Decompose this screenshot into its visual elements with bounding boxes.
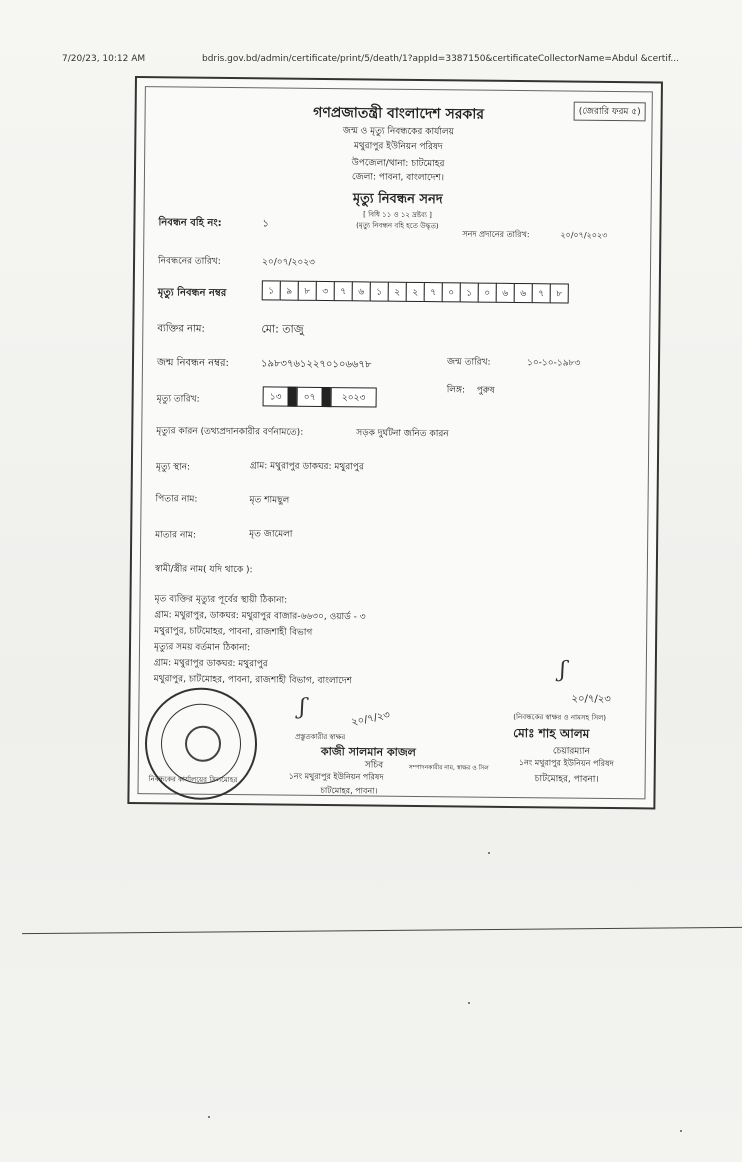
print-url: bdris.gov.bd/admin/certificate/print/5/death/1?appId=3387150&certificateCollectorName=Abdul &certif...	[202, 54, 679, 64]
cause-label: মৃত্যুর কারন (তথ্যপ্রদানকারীর বর্ণনামতে):	[156, 426, 304, 438]
father-value: মৃত শামছুল	[249, 495, 290, 506]
reg-digit-box: ৬	[352, 281, 371, 301]
reg-digit-box: ৭	[424, 282, 443, 302]
reg-digit-box: ৬	[496, 283, 515, 303]
district-line: জেলা: পাবনা, বাংলাদেশ।	[351, 172, 445, 184]
mother-value: মৃত জামেলা	[249, 529, 293, 540]
reg-digit-box: ৮	[550, 283, 569, 303]
place-value: গ্রাম: মথুরাপুর ডাকঘর: মথুরাপুর	[249, 461, 364, 473]
birth-reg-value: ১৯৮৩৭৬১২২৭০১০৬৬৭৮	[260, 358, 372, 371]
death-reg-no-label: মৃত্যু নিবন্ধন নম্বর	[157, 287, 227, 299]
speck	[208, 1116, 210, 1118]
issue-date-label: সনদ প্রদানের তারিখ:	[462, 229, 530, 240]
chairman-name: মোঃ শাহ আলম	[513, 725, 590, 741]
current-address-label: মৃত্যুর সময় বর্তমান ঠিকানা:	[153, 642, 251, 654]
reg-digit-box: ৭	[532, 283, 551, 303]
place-label: মৃত্যু স্থান:	[155, 462, 191, 473]
secretary-place: চাটমোহর, পাবনা।	[320, 785, 378, 796]
print-timestamp: 7/20/23, 10:12 AM	[62, 54, 146, 64]
mother-label: মাতার নাম:	[155, 530, 197, 541]
seal-emblem-icon	[185, 726, 221, 762]
death-day-box: ১৩	[263, 386, 289, 406]
death-date-label: মৃত্যু তারিখ:	[156, 394, 200, 405]
secretary-name: কাজী সালমান কাজল	[320, 744, 416, 759]
registration-date-label: নিবন্ধনের তারিখ:	[158, 256, 221, 267]
register-book-value: ১	[262, 218, 270, 230]
government-header: গণপ্রজাতন্ত্রী বাংলাদেশ সরকার	[313, 104, 485, 123]
registrar-office: জন্ম ও মৃত্যু নিবন্ধকের কার্যালয়	[342, 126, 454, 138]
reg-digit-box: ৮	[298, 281, 317, 301]
current-address-line1: গ্রাম: মথুরাপুর ডাকঘর: মথুরাপুর	[153, 658, 268, 670]
middle-caption: সম্পাদনকারীর নাম, স্বাক্ষর ও সিল	[408, 763, 489, 772]
birth-date-label: জন্ম তারিখ:	[446, 357, 491, 368]
cause-value: সড়ক দুর্ঘটনা জনিত কারন	[356, 428, 449, 440]
chairman-role: চেয়ারম্যান	[552, 746, 590, 757]
form-number: (জেরারি ফরম ৫)	[574, 102, 646, 122]
reg-digit-box: ২	[406, 282, 425, 302]
speck	[488, 852, 490, 854]
left-sign-date: ২০/৭/২৩	[350, 709, 392, 729]
reg-digit-box: ৩	[316, 281, 335, 301]
registrar-signature: ʃ︎	[559, 657, 566, 683]
current-address-line2: মথুরাপুর, চাটমোহর, পাবনা, রাজশাহী বিভাগ, বাংলাদেশ	[153, 674, 353, 687]
reg-digit-box: ০	[442, 282, 461, 302]
union-name: মথুরাপুর ইউনিয়ন পরিষদ	[353, 141, 443, 153]
death-month-box: ০৭	[297, 387, 323, 407]
death-reg-no-boxes	[262, 280, 568, 303]
secretary-signature: ʃ︎	[299, 694, 306, 720]
reg-digit-box: ১	[460, 282, 479, 302]
speck	[468, 1002, 470, 1004]
birth-date-value: ১০-১০-১৯৮৩	[526, 358, 581, 369]
right-sign-date: ২০/৭/২৩	[571, 693, 611, 706]
reg-digit-box: ৬	[514, 283, 533, 303]
speck	[680, 1130, 682, 1132]
extract-note: (মৃত্যু নিবন্ধন বহি হতে উদ্ধৃত)	[356, 221, 439, 231]
death-year-box: ২০২৩	[331, 387, 377, 407]
permanent-address-line1: গ্রাম: মথুরাপুর, ডাকঘর: মথুরাপুর বাজার-৬৬৩০, ওয়ার্ড - ৩	[154, 610, 366, 623]
issue-date-value: ২০/০৭/২০২৩	[560, 230, 608, 240]
father-label: পিতার নাম:	[155, 494, 198, 505]
chairman-org: ১নং মথুরাপুর ইউনিয়ন পরিষদ	[518, 758, 614, 769]
reg-digit-box: ৭	[334, 281, 353, 301]
reg-digit-box: ২	[388, 282, 407, 302]
chairman-place: চাটমোহর, পাবনা।	[534, 774, 599, 785]
gender-label: লিঙ্গ:	[446, 385, 466, 396]
left-sign-label: প্রস্তুতকারীর স্বাক্ষর	[295, 732, 346, 742]
seal-caption: নিবন্ধকের কার্যালয়ের সিলমোহর	[148, 775, 238, 785]
permanent-address-line2: মথুরাপুর, চাটমোহর, পাবনা, রাজশাহী বিভাগ	[154, 626, 313, 638]
right-sign-label: (নিবন্ধকের স্বাক্ষর ও নামসহ সিল)	[513, 712, 607, 722]
death-date-boxes	[263, 386, 376, 407]
upazila-line: উপজেলা/থানা: চাটমোহর	[351, 158, 445, 170]
gender-value: পুরুষ	[476, 385, 495, 396]
secretary-org: ১নং মথুরাপুর ইউনিয়ন পরিষদ	[288, 771, 384, 782]
reg-digit-box: ৯	[280, 281, 299, 301]
register-book-label: নিবন্ধন বহি নং:	[158, 217, 222, 229]
rule-reference: [ বিধি ১১ ও ১২ দ্রষ্টব্য ]	[363, 210, 432, 220]
spouse-label: স্বামী/স্ত্রীর নাম( যদি থাকে ):	[154, 564, 253, 576]
secretary-role: সচিব	[364, 760, 384, 771]
registration-date-value: ২০/০৭/২০২৩	[262, 257, 315, 268]
certificate-inner-border	[137, 86, 652, 799]
name-value: মো: তাজু	[261, 322, 304, 336]
name-label: ব্যক্তির নাম:	[157, 323, 205, 335]
death-certificate	[127, 76, 663, 809]
certificate-title: মৃত্যু নিবন্ধন সনদ	[352, 191, 443, 208]
reg-digit-box: ১	[262, 280, 281, 300]
permanent-address-label: মৃত ব্যক্তির মৃত্যুর পূর্বের স্থায়ী ঠিকানা:	[154, 594, 288, 606]
birth-reg-label: জন্ম নিবন্ধন নম্বর:	[156, 357, 229, 369]
reg-digit-box: ০	[478, 283, 497, 303]
reg-digit-box: ১	[370, 281, 389, 301]
